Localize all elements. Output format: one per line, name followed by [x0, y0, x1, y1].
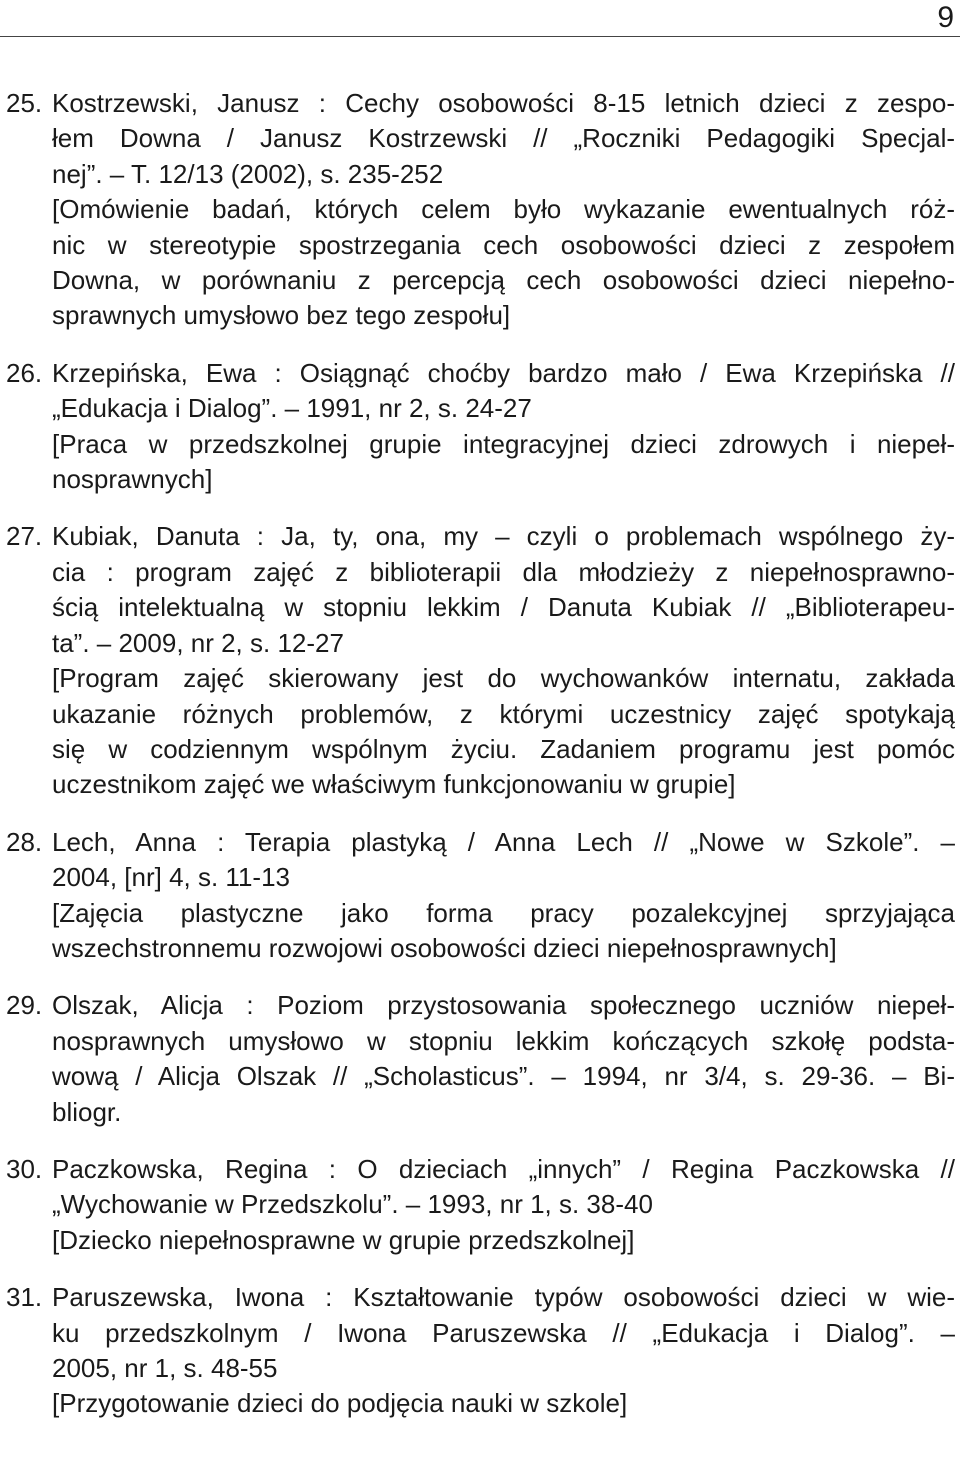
entry-line: [Przygotowanie dzieci do podjęcia nauki w szkole]: [52, 1388, 628, 1419]
entry-number: 25.: [6, 88, 43, 118]
entry-line: Lech, Anna : Terapia plastyką / Anna Lech // „Nowe w Szkole”. –: [52, 826, 955, 857]
entry-line: [Dziecko niepełnosprawne w grupie przedszkolnej]: [52, 1224, 635, 1255]
entry-number: 29.: [6, 990, 43, 1021]
page-number: 9: [937, 1, 954, 34]
entry-line: 2004, [nr] 4, s. 11-13: [52, 862, 290, 893]
entry-line: ku przedszkolnym / Iwona Paruszewska // „Edukacja i Dialog”. –: [52, 1317, 955, 1348]
entry-line: [Omówienie badań, których celem było wykazanie ewentualnych róż-: [52, 194, 955, 225]
entry-line: nic w stereotypie spostrzegania cech osobowości dzieci z zespołem: [52, 229, 955, 260]
entry-line: bliogr.: [52, 1096, 122, 1127]
entry-line: 2005, nr 1, s. 48-55: [52, 1353, 278, 1383]
bibliography-entry: [0, 825, 960, 967]
entry-line: nosprawnych]: [52, 464, 213, 495]
entry-line: nosprawnych umysłowo w stopniu lekkim kończących szkołę podsta-: [52, 1025, 955, 1056]
entry-line: „Wychowanie w Przedszkolu”. – 1993, nr 1, s. 38-40: [52, 1189, 653, 1220]
entry-line: Kubiak, Danuta : Ja, ty, ona, my – czyli o problemach wspólnego ży-: [52, 521, 955, 552]
entry-line: wszechstronnemu rozwojowi osobowości dzieci niepełnosprawnych]: [52, 932, 837, 963]
entry-line: Olszak, Alicja : Poziom przystosowania społecznego uczniów niepeł-: [52, 990, 955, 1021]
entry-number: 31.: [6, 1282, 43, 1313]
entry-number: 26.: [6, 357, 43, 388]
entry-text: [52, 1280, 955, 1422]
entry-line: cia : program zajęć z biblioterapii dla młodzieży z niepełnosprawno-: [52, 556, 955, 587]
entry-line: Krzepińska, Ewa : Osiągnąć choćby bardzo mało / Ewa Krzepińska //: [52, 357, 955, 388]
entry-line: [Praca w przedszkolnej grupie integracyjnej dzieci zdrowych i niepeł-: [52, 428, 955, 459]
entry-text: [52, 825, 955, 967]
entry-line: Downa, w porównaniu z percepcją cech osobowości dzieci niepełno-: [52, 265, 955, 296]
entry-line: sprawnych umysłowo bez tego zespołu]: [52, 300, 511, 331]
entry-text: [52, 1152, 955, 1258]
entry-number: 28.: [6, 826, 43, 857]
entry-line: [Zajęcia plastyczne jako forma pracy pozalekcyjnej sprzyjająca: [52, 897, 955, 928]
entry-text: [52, 356, 955, 498]
entry-line: „Edukacja i Dialog”. – 1991, nr 2, s. 24-27: [52, 393, 532, 424]
entry-line: Kostrzewski, Janusz : Cechy osobowości 8-15 letnich dzieci z zespo-: [52, 88, 955, 118]
entry-line: uczestnikom zajęć we właściwym funkcjonowaniu w grupie]: [52, 769, 736, 800]
entry-line: łem Downa / Janusz Kostrzewski // „Roczniki Pedagogiki Specjal-: [52, 123, 955, 154]
bibliography-entry: [0, 988, 960, 1130]
entry-number: 30.: [6, 1153, 43, 1184]
entry-line: Paruszewska, Iwona : Kształtowanie typów osobowości dzieci w wie-: [52, 1282, 955, 1313]
entry-line: nej”. – T. 12/13 (2002), s. 235-252: [52, 158, 444, 189]
entry-text: [52, 988, 955, 1130]
entry-line: ukazanie różnych problemów, z którymi uczestnicy zajęć spotykają: [52, 698, 955, 729]
entry-text: [52, 519, 955, 802]
entry-line: ścią intelektualną w stopniu lekkim / Danuta Kubiak // „Biblioterapeu-: [52, 592, 955, 623]
entry-line: się w codziennym wspólnym życiu. Zadaniem programu jest pomóc: [52, 733, 955, 764]
bibliography-entry: [0, 1152, 960, 1258]
header-rule: [0, 36, 960, 37]
bibliography-entry: [0, 86, 960, 334]
entry-text: [52, 86, 955, 334]
entry-line: ta”. – 2009, nr 2, s. 12-27: [52, 627, 344, 658]
entry-number: 27.: [6, 521, 43, 552]
entry-line: [Program zajęć skierowany jest do wychowanków internatu, zakłada: [52, 663, 955, 694]
bibliography-entry: [0, 356, 960, 498]
entry-line: Paczkowska, Regina : O dzieciach „innych” / Regina Paczkowska //: [52, 1153, 955, 1184]
bibliography-entry: [0, 519, 960, 802]
bibliography-list: [0, 86, 960, 1444]
bibliography-entry: [0, 1280, 960, 1422]
entry-line: wową / Alicja Olszak // „Scholasticus”. – 1994, nr 3/4, s. 29-36. – Bi-: [52, 1061, 955, 1092]
